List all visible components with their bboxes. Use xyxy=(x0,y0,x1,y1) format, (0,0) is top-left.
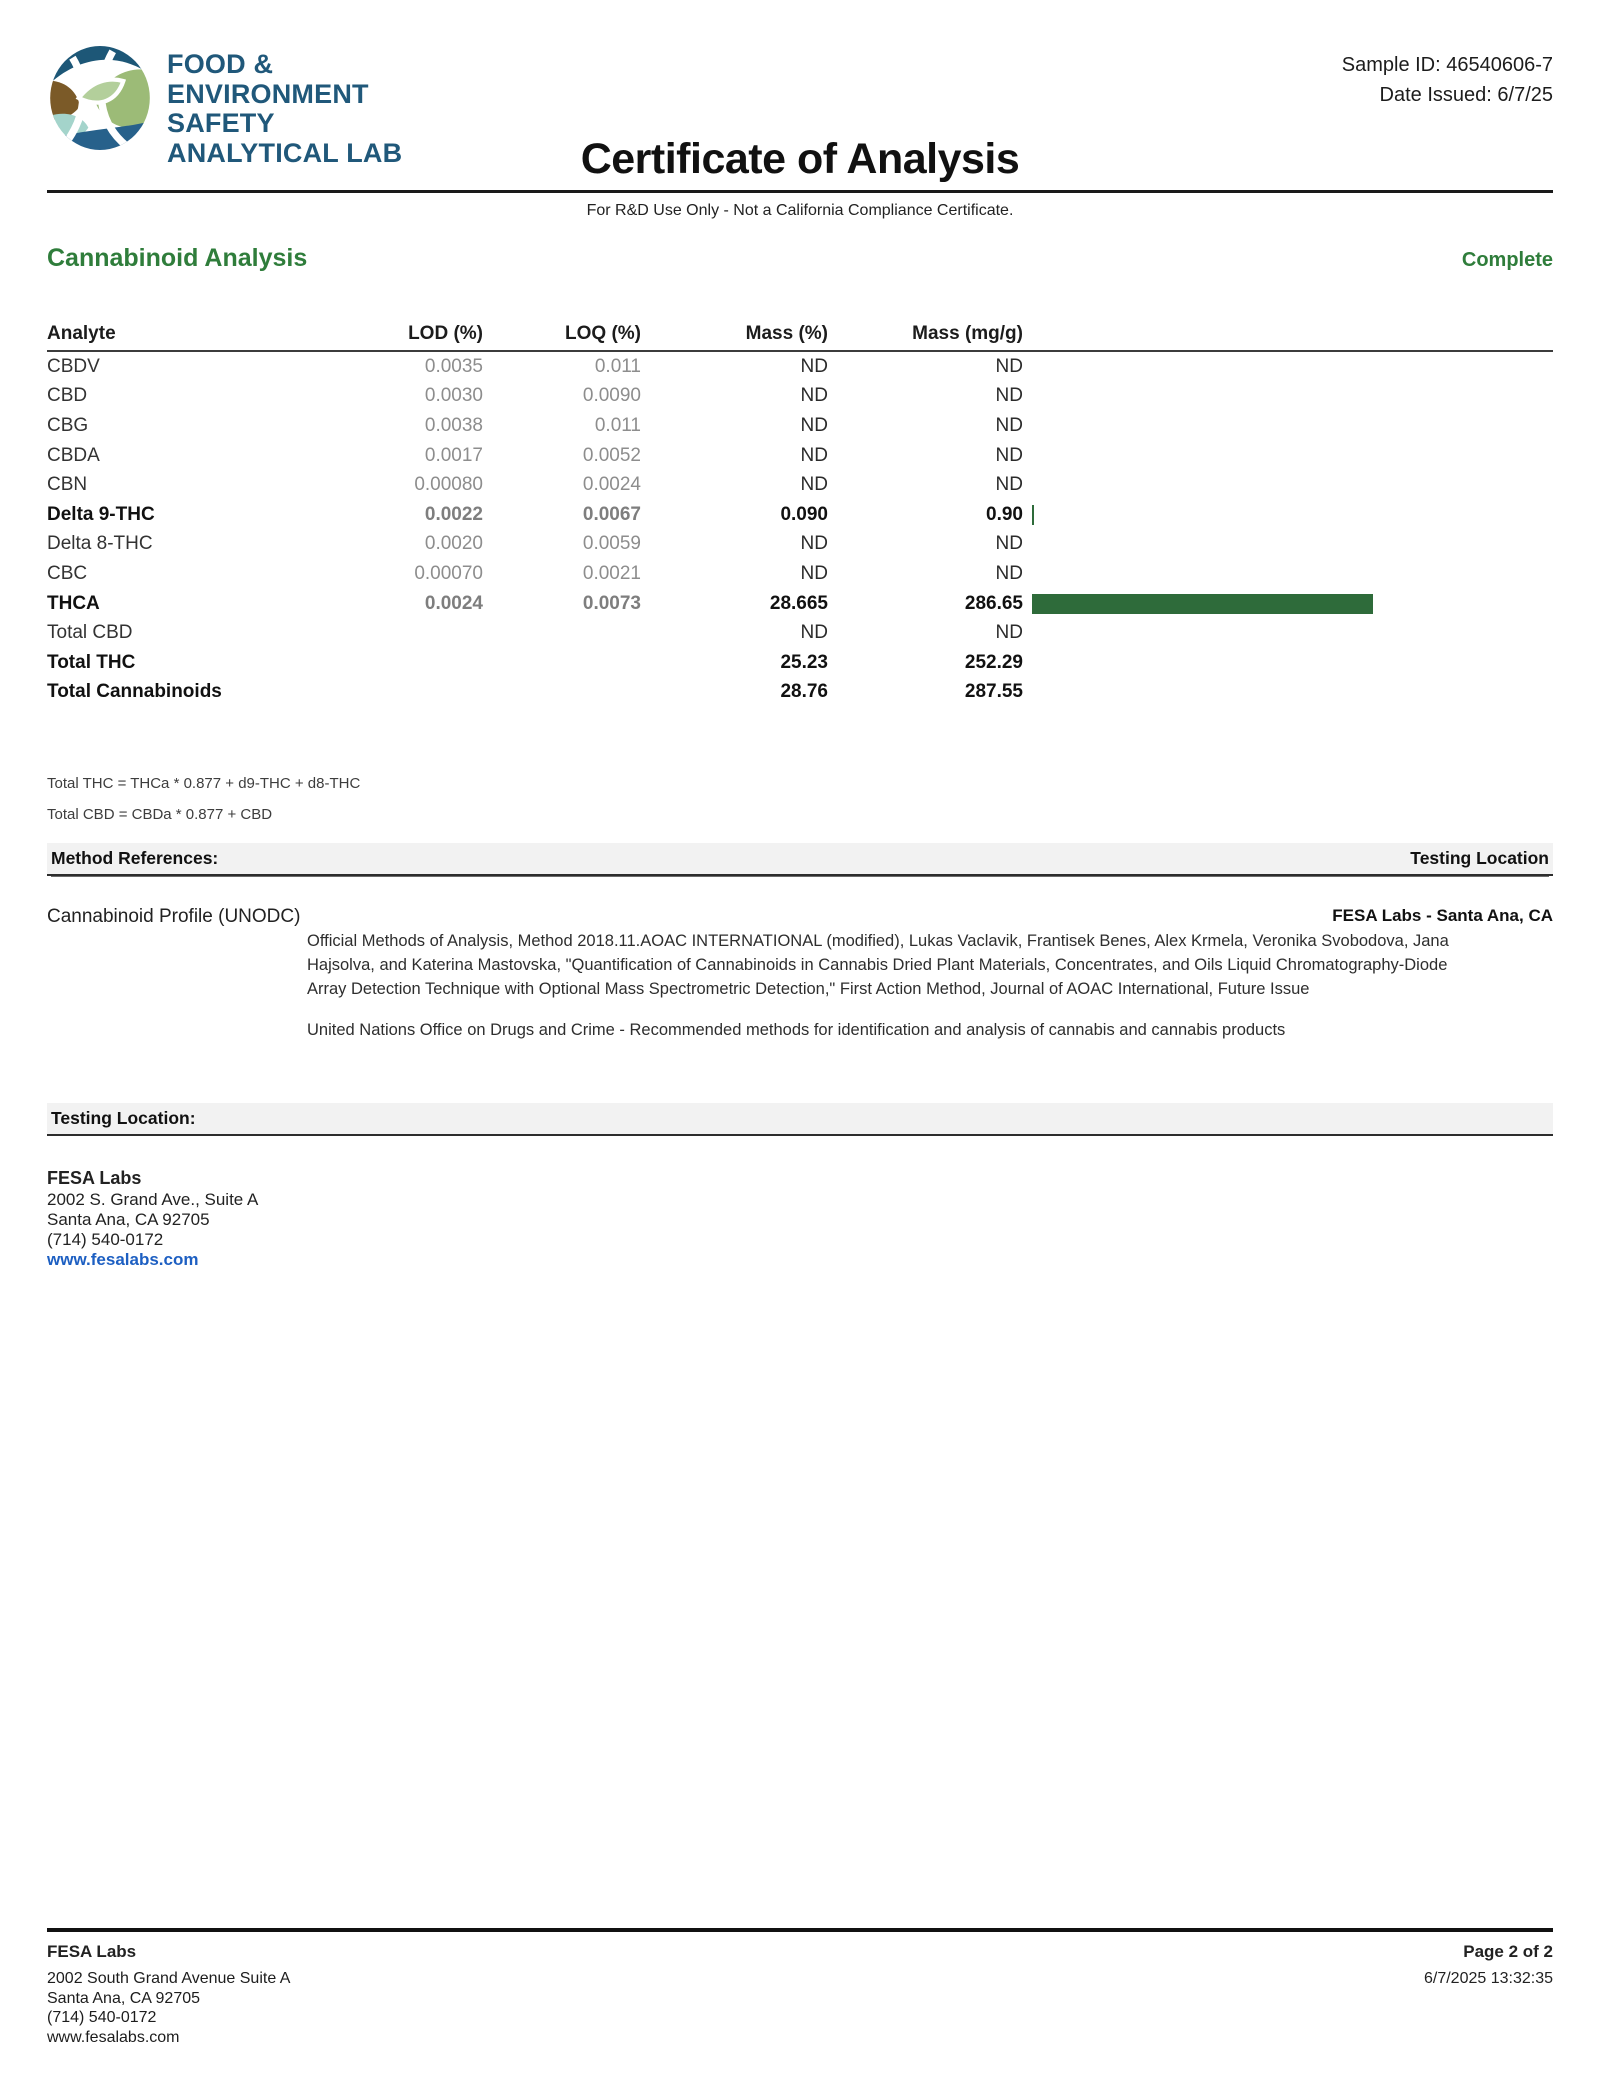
logo-line-2: ENVIRONMENT xyxy=(167,78,369,109)
mass-pct-cell: ND xyxy=(800,474,828,496)
header-divider xyxy=(47,190,1553,193)
mass-mgg-cell: 252.29 xyxy=(964,651,1023,673)
mass-pct-cell: ND xyxy=(800,414,828,436)
page-footer xyxy=(47,1928,1553,2047)
footer-address-line-1: 2002 South Grand Avenue Suite A xyxy=(47,1970,291,1987)
table-header-row xyxy=(47,317,1553,352)
analyte-cell: CBDA xyxy=(47,444,100,466)
mass-bar-cell xyxy=(1023,678,1553,708)
method-profile-label: Cannabinoid Profile (UNODC) xyxy=(47,906,301,928)
footer-timestamp: 6/7/2025 13:32:35 xyxy=(1423,1970,1553,1987)
mass-bar-cell xyxy=(1023,589,1553,619)
loq-cell: 0.0090 xyxy=(582,385,641,407)
mass-bar-cell xyxy=(1023,618,1553,648)
mass-bar xyxy=(1032,594,1373,614)
table-row xyxy=(47,441,1553,471)
logo-line-3: SAFETY xyxy=(167,108,275,139)
logo-line-1: FOOD & xyxy=(167,49,274,79)
loq-cell: 0.011 xyxy=(594,355,641,377)
lod-cell: 0.0024 xyxy=(424,592,483,614)
analyte-cell: THCA xyxy=(47,592,100,614)
table-row xyxy=(47,500,1553,530)
mass-bar-cell xyxy=(1023,441,1553,471)
logo-line-4: ANALYTICAL LAB xyxy=(167,138,403,169)
analyte-cell: CBD xyxy=(47,385,88,407)
status-badge: Complete xyxy=(1461,249,1553,271)
lab-phone: (714) 540-0172 xyxy=(47,1230,164,1250)
mass-bar-cell xyxy=(1023,530,1553,560)
analyte-cell: Delta 8-THC xyxy=(47,533,153,555)
mass-mgg-cell: ND xyxy=(995,444,1023,466)
sample-info xyxy=(1342,50,1553,110)
loq-cell: 0.0059 xyxy=(582,533,641,555)
analyte-cell: Total Cannabinoids xyxy=(47,681,222,703)
loq-cell: 0.0067 xyxy=(582,503,641,525)
section-title: Cannabinoid Analysis xyxy=(47,244,308,272)
analyte-cell: Delta 9-THC xyxy=(47,503,155,525)
mass-bar-cell xyxy=(1023,382,1553,412)
table-row xyxy=(47,618,1553,648)
mass-mgg-cell: ND xyxy=(995,385,1023,407)
testing-location-address xyxy=(47,1168,1553,1270)
footer-lab-name: FESA Labs xyxy=(47,1942,137,1961)
mass-pct-cell: ND xyxy=(800,385,828,407)
footer-divider xyxy=(47,1928,1553,1932)
method-testing-location: FESA Labs - Santa Ana, CA xyxy=(1332,906,1553,926)
mass-mgg-cell: 286.65 xyxy=(964,592,1023,614)
analyte-cell: CBG xyxy=(47,414,89,436)
method-reference-paragraph: Official Methods of Analysis, Method 2018.11.AOAC INTERNATIONAL (modified), Lukas Vaclavik, Frantisek Benes, Alex Krmela, Veronika Svobodova, Jana Hajsolva, and Katerina Mastovska, "Quantification of Cannabinoids in Cannabis Dried Plant Materials, Concentrates, and Oils Liquid Chromatography-Diode Array Detection Technique with Optional Mass Spectrometric Detection," First Action Method, Journal of AOAC International, Future Issue xyxy=(307,932,1449,998)
calculation-notes xyxy=(47,775,1553,823)
loq-cell: 0.0073 xyxy=(582,592,641,614)
testing-location-label: Testing Location: xyxy=(51,1108,196,1129)
column-header-loq: LOQ (%) xyxy=(565,322,641,344)
lab-address-line-2: Santa Ana, CA 92705 xyxy=(47,1210,210,1230)
column-header-lod: LOD (%) xyxy=(408,322,483,344)
mass-mgg-cell: 287.55 xyxy=(964,681,1023,703)
testing-location-header xyxy=(47,1103,1553,1136)
mass-mgg-cell: ND xyxy=(995,562,1023,584)
table-row xyxy=(47,530,1553,560)
header xyxy=(47,0,1553,190)
lab-name: FESA Labs xyxy=(47,1168,142,1189)
lod-cell: 0.0030 xyxy=(424,385,483,407)
total-cbd-formula: Total CBD = CBDa * 0.877 + CBD xyxy=(47,806,273,824)
footer-phone: (714) 540-0172 xyxy=(47,2009,157,2026)
lod-cell: 0.0035 xyxy=(424,355,483,377)
footer-address-line-2: Santa Ana, CA 92705 xyxy=(47,1989,201,2007)
mass-bar-cell xyxy=(1023,500,1553,530)
method-references-label: Method References: xyxy=(51,848,219,869)
lod-cell: 0.0020 xyxy=(424,533,483,555)
mass-pct-cell: 25.23 xyxy=(780,651,828,673)
lod-cell: 0.0038 xyxy=(424,414,483,436)
mass-pct-cell: ND xyxy=(800,355,828,377)
mass-bar-cell xyxy=(1023,559,1553,589)
total-thc-formula: Total THC = THCa * 0.877 + d9-THC + d8-THC xyxy=(47,775,361,793)
lod-cell: 0.0017 xyxy=(424,444,483,466)
mass-bar-cell xyxy=(1023,352,1553,382)
mass-pct-cell: 28.76 xyxy=(780,681,828,703)
mass-bar-cell xyxy=(1023,411,1553,441)
mass-pct-cell: ND xyxy=(800,444,828,466)
date-issued: Date Issued: 6/7/25 xyxy=(1379,84,1553,106)
loq-cell: 0.011 xyxy=(594,414,641,436)
mass-pct-cell: 28.665 xyxy=(769,592,828,614)
lod-cell: 0.0022 xyxy=(424,503,483,525)
mass-mgg-cell: ND xyxy=(995,533,1023,555)
mass-mgg-cell: 0.90 xyxy=(986,503,1023,525)
table-row xyxy=(47,470,1553,500)
footer-website-link[interactable]: www.fesalabs.com xyxy=(47,2028,180,2046)
mass-bar-cell xyxy=(1023,470,1553,500)
sample-id: Sample ID: 46540606-7 xyxy=(1341,54,1553,76)
mass-pct-cell: ND xyxy=(800,562,828,584)
loq-cell: 0.0052 xyxy=(582,444,641,466)
analyte-cell: Total THC xyxy=(47,651,136,673)
mass-pct-cell: 0.090 xyxy=(780,503,828,525)
mass-mgg-cell: ND xyxy=(995,622,1023,644)
column-header-analyte: Analyte xyxy=(47,322,116,344)
analyte-cell: CBC xyxy=(47,562,88,584)
column-header-mass-mgg: Mass (mg/g) xyxy=(912,322,1023,344)
table-row xyxy=(47,352,1553,382)
page-title: Certificate of Analysis xyxy=(580,135,1020,183)
lod-cell: 0.00080 xyxy=(414,474,483,496)
analyte-cell: Total CBD xyxy=(47,622,133,644)
table-row xyxy=(47,648,1553,678)
lab-website-link[interactable]: www.fesalabs.com xyxy=(47,1250,199,1270)
method-references-header xyxy=(47,843,1553,876)
table-row xyxy=(47,559,1553,589)
loq-cell: 0.0024 xyxy=(582,474,641,496)
cannabinoid-table xyxy=(47,317,1553,707)
mass-bar-cell xyxy=(1023,648,1553,678)
table-row xyxy=(47,589,1553,619)
column-header-mass-pct: Mass (%) xyxy=(745,322,828,344)
table-row xyxy=(47,411,1553,441)
lod-cell: 0.00070 xyxy=(414,562,483,584)
loq-cell: 0.0021 xyxy=(582,562,641,584)
mass-mgg-cell: ND xyxy=(995,414,1023,436)
page-number: Page 2 of 2 xyxy=(1463,1942,1553,1961)
mass-pct-cell: ND xyxy=(800,533,828,555)
method-references-block xyxy=(47,906,1553,1043)
testing-location-column-label: Testing Location xyxy=(1410,848,1549,869)
analyte-cell: CBN xyxy=(47,474,88,496)
cannabinoid-table-body xyxy=(47,352,1553,707)
mass-pct-cell: ND xyxy=(800,622,828,644)
lab-address-line-1: 2002 S. Grand Ave., Suite A xyxy=(47,1190,259,1210)
disclaimer-text: For R&D Use Only - Not a California Compliance Certificate. xyxy=(586,202,1014,219)
table-row xyxy=(47,678,1553,708)
mass-mgg-cell: ND xyxy=(995,355,1023,377)
mass-bar xyxy=(1032,505,1034,525)
mass-mgg-cell: ND xyxy=(995,474,1023,496)
method-reference-paragraph-2: United Nations Office on Drugs and Crime - Recommended methods for identification and analysis of cannabis and cannabis products xyxy=(307,1021,1286,1040)
analyte-cell: CBDV xyxy=(47,355,100,377)
table-row xyxy=(47,382,1553,412)
